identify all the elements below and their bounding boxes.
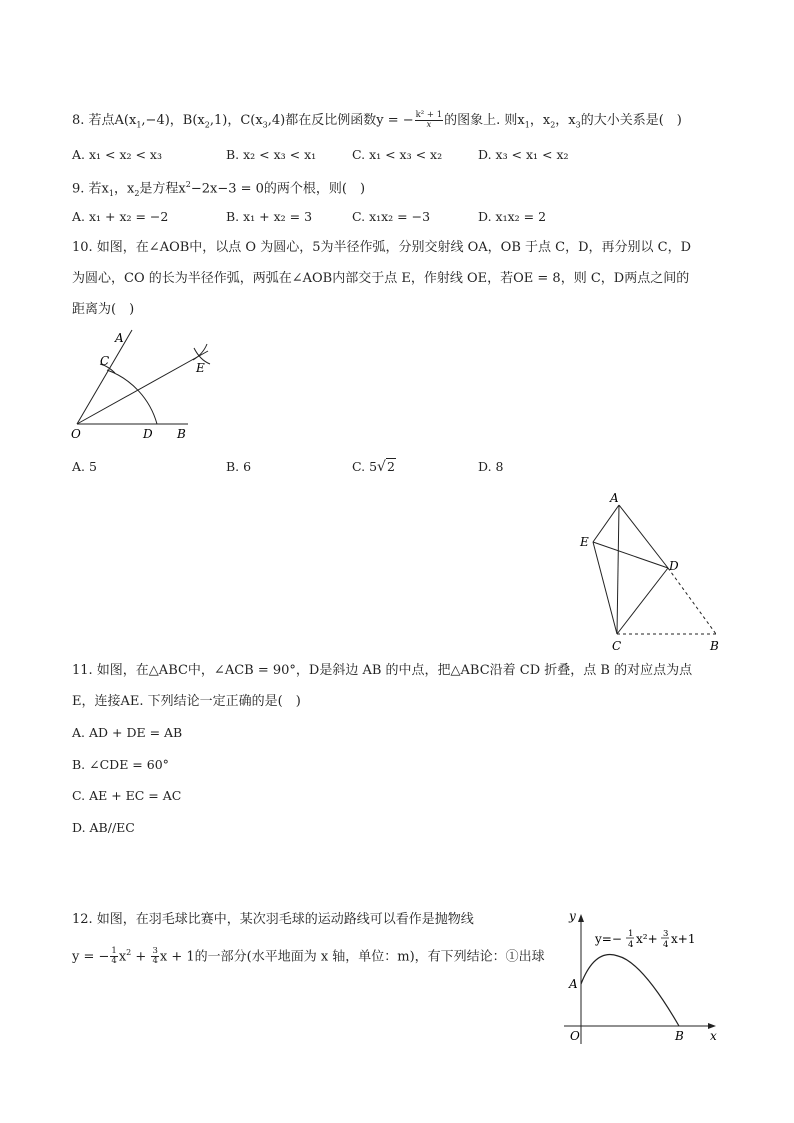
q12-text: y = − — [72, 949, 110, 965]
q12-fraction-2 — [151, 947, 158, 966]
q9-text: 9. 若x — [72, 181, 109, 197]
q10-option-d[interactable]: D. 8 — [478, 459, 504, 474]
y-axis-arrow-icon — [578, 914, 584, 922]
q9-text: 是方程x — [139, 181, 186, 197]
q12-fraction-1 — [110, 947, 117, 966]
q10-figure — [60, 326, 220, 446]
fraction-numerator: k² + 1 — [415, 110, 443, 120]
label-o: O — [71, 427, 81, 441]
q9-stem: 9. 若$x_1$，$x_2$是方程$x^2-2x-3 = 0$的两个根，则( ) — [72, 180, 366, 198]
q12-line-1: 12. 如图，在羽毛球比赛中，某次羽毛球的运动路线可以看作是抛物线 — [72, 912, 474, 927]
q11-line-2: E，连接AE. 下列结论一定正确的是( ) — [72, 694, 301, 709]
q10-line-2: 为圆心，CO 的长为半径作弧，两弧在∠AOB内部交于点 E，作射线 OE，若OE = 8，则 C，D两点之间的 — [72, 271, 690, 286]
q8-text: 8. 若点A(x — [72, 113, 137, 128]
segment-ae — [593, 505, 619, 542]
q8-text: ,1)，C(x — [209, 113, 263, 128]
q11-figure — [570, 488, 730, 658]
label-x: x — [710, 1029, 717, 1043]
eq-frac1-num: 1 — [628, 929, 634, 939]
eq-prefix: y=− — [595, 932, 622, 946]
q12-text: x + 1的一部分(水平地面为 x 轴，单位：m)，有下列结论：①出球 — [159, 949, 545, 965]
q12-text: + — [131, 949, 151, 965]
arc-cd — [107, 370, 157, 424]
q9-option-a[interactable]: A. x₁ + x₂ = −2 — [72, 209, 169, 224]
segment-ec — [593, 542, 617, 634]
q10-option-a[interactable]: A. 5 — [72, 459, 97, 474]
q9-text: −2x−3 = 0的两个根，则( ) — [190, 181, 366, 197]
q9-option-d[interactable]: D. x₁x₂ = 2 — [478, 209, 547, 224]
label-c: C — [612, 639, 622, 653]
q11-option-d[interactable]: D. AB//EC — [72, 820, 135, 835]
segment-ed — [593, 542, 668, 568]
label-o: O — [570, 1029, 580, 1043]
q11-option-c[interactable]: C. AE + EC = AC — [72, 788, 182, 803]
segment-cd — [617, 568, 668, 634]
q9-text: ，x — [113, 181, 135, 197]
q8-text: 的大小关系是( ) — [580, 113, 682, 128]
fraction-numerator: 1 — [111, 946, 117, 957]
segment-ad — [619, 505, 668, 568]
q8-text: ，x — [555, 113, 576, 128]
parabola-curve — [581, 955, 679, 1026]
q12-text: x — [118, 949, 127, 965]
label-a: A — [610, 491, 619, 505]
eq-suffix: x+1 — [671, 932, 696, 946]
label-b: B — [675, 1029, 684, 1043]
q9-option-b[interactable]: B. x₁ + x₂ = 3 — [226, 209, 313, 224]
q10-line-1: 10. 如图，在∠AOB中，以点 O 为圆心，5为半径作弧，分别交射线 OA，OB 于点 C，D，再分别以 C，D — [72, 240, 692, 255]
label-a: A — [569, 977, 578, 991]
label-y: y — [569, 909, 576, 923]
sqrt-radicand: 2 — [386, 459, 395, 474]
q12-figure — [560, 904, 740, 1044]
ray-oe — [77, 351, 208, 424]
q8-text: ,4)都在反比例函数y = − — [267, 113, 414, 128]
q10-option-c[interactable] — [352, 458, 396, 476]
label-c: C — [100, 354, 110, 368]
ray-oa — [77, 330, 132, 424]
label-a: A — [115, 331, 124, 345]
fraction-numerator: 3 — [152, 946, 158, 957]
segment-db-dashed — [668, 568, 716, 634]
eq-frac2-num: 3 — [663, 929, 669, 939]
q8-fraction — [415, 111, 444, 130]
q8-option-c[interactable]: C. x₁ < x₃ < x₂ — [352, 147, 443, 162]
q10-option-b[interactable]: B. 6 — [226, 459, 252, 474]
q11-line-1: 11. 如图，在△ABC中，∠ACB = 90°，D是斜边 AB 的中点，把△ABC沿着 CD 折叠，点 B 的对应点为点 — [72, 663, 693, 678]
q11-option-b[interactable]: B. ∠CDE = 60° — [72, 757, 169, 772]
eq-frac2-den: 4 — [663, 940, 669, 950]
q8-option-b[interactable]: B. x₂ < x₃ < x₁ — [226, 147, 317, 162]
q11-option-a[interactable]: A. AD + DE = AB — [72, 725, 183, 740]
q8-text: 的图象上. 则x — [444, 113, 525, 128]
eq-frac1-den: 4 — [628, 940, 634, 950]
label-d: D — [669, 559, 679, 573]
label-e: E — [196, 361, 205, 375]
option-c-text: C. 5 — [352, 459, 378, 474]
q9-option-c[interactable]: C. x₁x₂ = −3 — [352, 209, 431, 224]
label-b: B — [710, 639, 719, 653]
fraction-denominator: 4 — [111, 956, 117, 967]
label-b: B — [177, 427, 186, 441]
label-d: D — [143, 427, 153, 441]
fraction-denominator: x — [426, 120, 432, 130]
q8-stem: 8. 若点$A(x_1,-4)$，$B(x_2,1)$，$C(x_3,4)$都在反比例函数y = − $\frac{\text{k² + 1}}{x}$ 的图象上. 则$x_1$，$x_2$，$x_3$的大小关系是( ) — [72, 110, 682, 130]
q12-line-2: y = − $\frac{1}{4}$ $x^2$ + $\frac{3}{4}$ x + 1的一部分(水平地面为 x 轴，单位：m)，有下列结论：①出球 — [72, 946, 545, 967]
eq-mid: x²+ — [636, 932, 658, 946]
sqrt-icon: √ — [377, 459, 386, 475]
q8-text: ，x — [529, 113, 551, 128]
q8-option-a[interactable]: A. x₁ < x₂ < x₃ — [72, 147, 162, 162]
q10-line-3: 距离为( ) — [72, 302, 135, 317]
fraction-denominator: 4 — [152, 956, 158, 967]
q8-text: ,−4)，B(x — [141, 113, 205, 128]
label-e: E — [580, 535, 589, 549]
q8-option-d[interactable]: D. x₃ < x₁ < x₂ — [478, 147, 569, 162]
segment-ac — [617, 505, 619, 634]
